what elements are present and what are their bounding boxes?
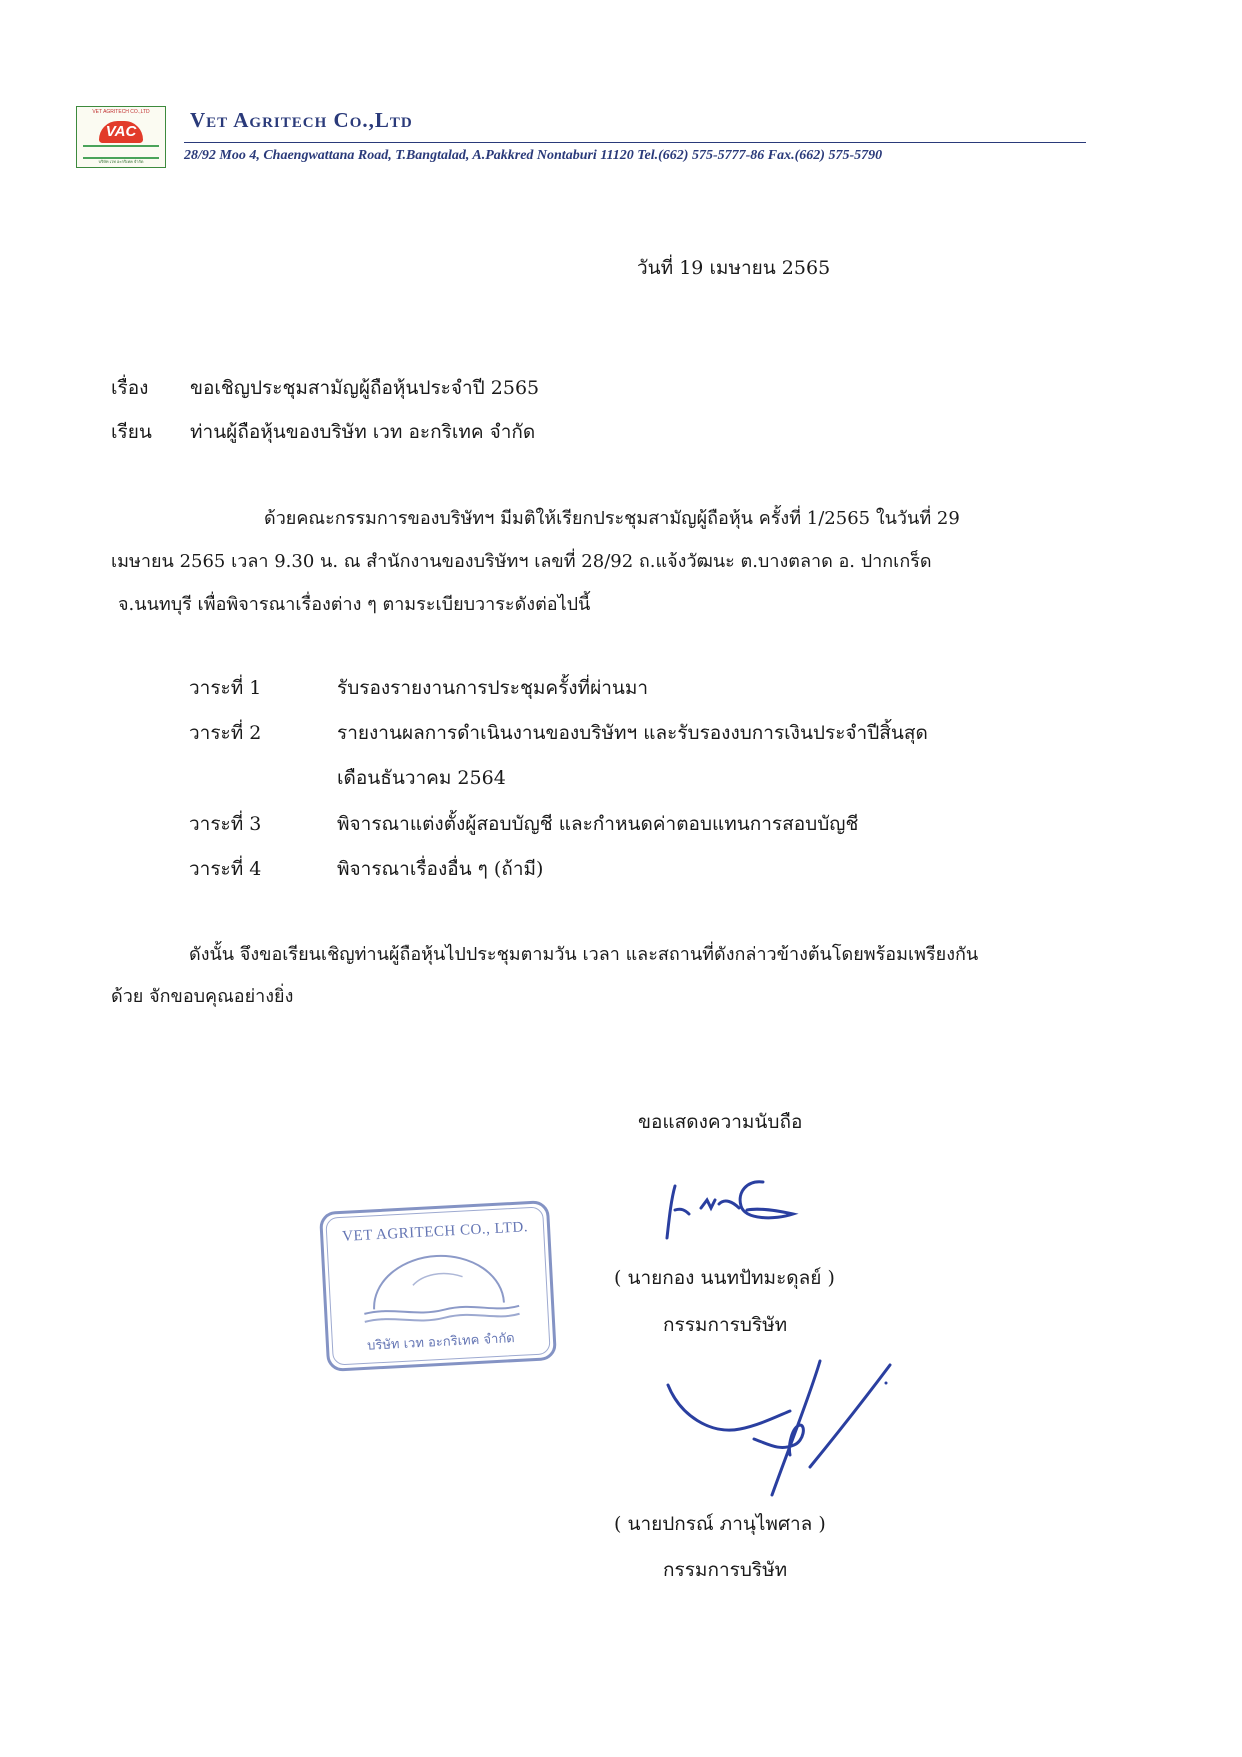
stamp-name: VET AGRITECH CO., LTD. bbox=[341, 1219, 529, 1245]
body-line-1: ด้วยคณะกรรมการของบริษัทฯ มีมติให้เรียกประชุมสามัญผู้ถือหุ้น ครั้งที่ 1/2565 ในวันที่ 29 bbox=[264, 508, 960, 529]
logo-bottom-text: บริษัท เวท อะกริเทค จำกัด bbox=[98, 159, 144, 164]
recipient-label: เรียน bbox=[111, 421, 152, 443]
body-line-3: จ.นนทบุรี เพื่อพิจารณาเรื่องต่าง ๆ ตามระเบียบวาระดังต่อไปนี้ bbox=[118, 594, 591, 615]
logo-badge: VAC bbox=[99, 121, 143, 143]
company-logo bbox=[76, 106, 166, 168]
agenda-text: พิจารณาเรื่องอื่น ๆ (ถ้ามี) bbox=[337, 858, 544, 880]
closing-line-2: ด้วย จักขอบคุณอย่างยิ่ง bbox=[111, 986, 294, 1007]
signature-2 bbox=[660, 1355, 900, 1505]
signatory-1-title: กรรมการบริษัท bbox=[663, 1314, 788, 1336]
letterhead-divider bbox=[184, 142, 1086, 143]
subject-label: เรื่อง bbox=[111, 377, 149, 399]
letter-date: วันที่ 19 เมษายน 2565 bbox=[637, 257, 831, 279]
company-stamp bbox=[319, 1200, 557, 1372]
agenda-label: วาระที่ 1 bbox=[189, 677, 262, 699]
agenda-text: รับรองรายงานการประชุมครั้งที่ผ่านมา bbox=[337, 677, 649, 699]
agenda-text: พิจารณาแต่งตั้งผู้สอบบัญชี และกำหนดค่าตอบแทนการสอบบัญชี bbox=[337, 813, 859, 835]
company-name: Vet Agritech Co.,Ltd bbox=[190, 108, 413, 132]
subject-text: ขอเชิญประชุมสามัญผู้ถือหุ้นประจำปี 2565 bbox=[190, 377, 540, 399]
recipient-text: ท่านผู้ถือหุ้นของบริษัท เวท อะกริเทค จำกัด bbox=[190, 421, 536, 443]
agenda-text-continued: เดือนธันวาคม 2564 bbox=[337, 767, 506, 789]
agenda-text: รายงานผลการดำเนินงานของบริษัทฯ และรับรองงบการเงินประจำปีสิ้นสุด bbox=[337, 722, 928, 744]
logo-waves bbox=[83, 145, 159, 159]
agenda-label: วาระที่ 2 bbox=[189, 722, 262, 744]
body-line-2: เมษายน 2565 เวลา 9.30 น. ณ สำนักงานของบริษัทฯ เลขที่ 28/92 ถ.แจ้งวัฒนะ ต.บางตลาด อ. ปากเกร็ด bbox=[111, 551, 932, 572]
signature-1 bbox=[655, 1170, 825, 1250]
stamp-emblem-icon bbox=[351, 1240, 525, 1329]
signatory-2-title: กรรมการบริษัท bbox=[663, 1559, 788, 1581]
agenda-label: วาระที่ 4 bbox=[189, 858, 262, 880]
logo-top-text: VET AGRITECH CO.,LTD bbox=[92, 109, 150, 115]
company-address: 28/92 Moo 4, Chaengwattana Road, T.Bangtalad, A.Pakkred Nontaburi 11120 Tel.(662) 575-5777-86 Fax.(662) 575-5790 bbox=[184, 148, 883, 163]
sign-off: ขอแสดงความนับถือ bbox=[638, 1111, 803, 1133]
closing-line-1: ดังนั้น จึงขอเรียนเชิญท่านผู้ถือหุ้นไปประชุมตามวัน เวลา และสถานที่ดังกล่าวข้างต้นโดยพร้อมเพรียงกัน bbox=[189, 944, 979, 965]
signatory-2-name: ( นายปกรณ์ ภานุไพศาล ) bbox=[614, 1513, 826, 1535]
stamp-thai-name: บริษัท เวท อะกริเทค จำกัด bbox=[366, 1331, 516, 1354]
agenda-label: วาระที่ 3 bbox=[189, 813, 262, 835]
signatory-1-name: ( นายกอง นนทปัทมะดุลย์ ) bbox=[614, 1267, 835, 1289]
